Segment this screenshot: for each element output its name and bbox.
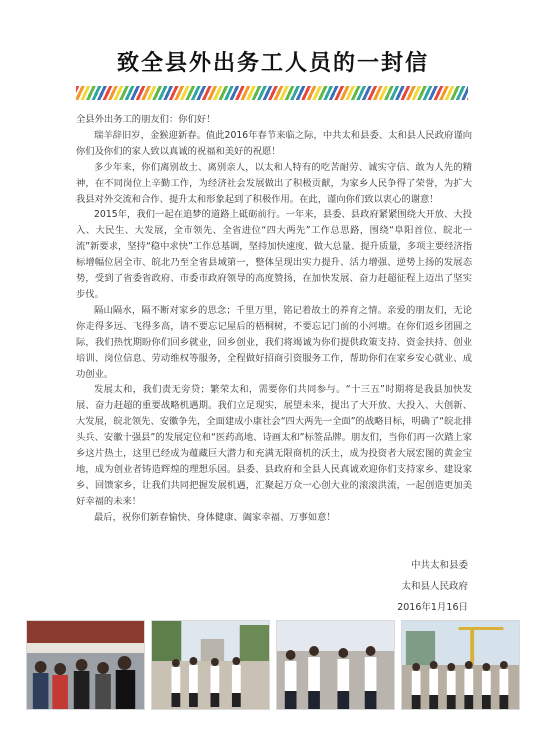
signature-org-party: 中共太和县委 — [410, 560, 468, 571]
photo-strip — [26, 620, 520, 708]
photo-construction-site — [401, 620, 520, 710]
photo-visit-crowd — [26, 620, 145, 710]
letter-paragraph: 最后，祝你们新春愉快、身体健康、阖家幸福、万事如意！ — [94, 511, 336, 523]
letter-paragraph: 多少年来，你们离别故土、离别亲人，以太和人特有的吃苦耐劳、诚实守信、敢为人先的精神，在不同岗位上辛勤工作，为经济社会发展做出了积极贡献，为家乡人民争得了荣誉，为扩大我县对外交流和合作、提升太和形象起到了积极作用。在此，谨向你们致以衷心的谢意！ — [76, 161, 472, 205]
letter-title: 致全县外出务工人员的一封信 — [116, 50, 429, 76]
letter-body — [76, 112, 472, 526]
photo-inspection-group — [151, 620, 270, 710]
photo-officials-lineup — [276, 620, 395, 710]
signature-block — [397, 555, 468, 618]
letter-paragraph: 发展太和，我们责无旁贷；繁荣太和，需要你们共同参与。“十三五”时期将是我县加快发展、奋力赶超的重要战略机遇期。我们立足现实，展望未来，提出了大开放、大投入、大创新、大发展，皖北领先、安徽争先，全面建成小康社会“四大两先一全面”的战略目标，明确了“皖北排头兵、安徽十强县”的发展定位和“医药高地、诗画太和”标签品牌。朋友们，当你们再一次踏上家乡这片热土，这里已经成为蕴藏巨大潜力和充满无限商机的沃土，成为投资者大展宏图的黄金宝地，成为创业者铸造辉煌的理想乐园。县委、县政府和全县人民真诚欢迎你们支持家乡、建设家乡、回馈家乡，让我们共同把握发展机遇，汇聚起万众一心创大业的滚滚洪流，一起创造更加美好幸福的未来！ — [76, 384, 472, 507]
signature-org-government: 太和县人民政府 — [401, 581, 468, 592]
letter-paragraph: 隔山隔水，隔不断对家乡的思念；千里万里，铭记着故土的养育之情。亲爱的朋友们，无论你走得多远、飞得多高，请不要忘记屋后的梧桐树，不要忘记门前的小河塘。在你们返乡团圆之际，我们热忱期盼你们回乡就业，回乡创业，我们将竭诚为你们提供政策支持、资金扶持、创业培训、岗位信息、劳动维权等服务，全程做好招商引资服务工作，帮助你们在家乡安心就业、成功创业。 — [76, 304, 472, 380]
decorative-stripe — [76, 86, 468, 100]
signature-date: 2016年1月16日 — [397, 602, 468, 613]
letter-paragraph: 2015年，我们一起在追梦的道路上砥砺前行。一年来，县委、县政府紧紧围绕大开放、大投入、大民生、大发展，全市领先、全省进位“四大两先”工作总思路，围绕“阜阳首位、皖北一流”新要求，坚持“稳中求快”工作总基调，坚持加快速度、做大总量、提升质量，多项主要经济指标增幅位居全市、皖北乃至全省县域第一，整体呈现出实力提升、活力增强、逆势上扬的发展态势，受到了省委省政府、市委市政府领导的高度赞扬，在加快发展、奋力赶超征程上迈出了坚实步伐。 — [76, 209, 472, 300]
letter-paragraph: 瑞羊辞旧岁，金猴迎新春。值此2016年春节来临之际，中共太和县委、太和县人民政府谨向你们及你们的家人致以真诚的祝福和美好的祝愿！ — [76, 129, 472, 157]
letter-salutation: 全县外出务工的朋友们：你们好！ — [76, 114, 216, 125]
